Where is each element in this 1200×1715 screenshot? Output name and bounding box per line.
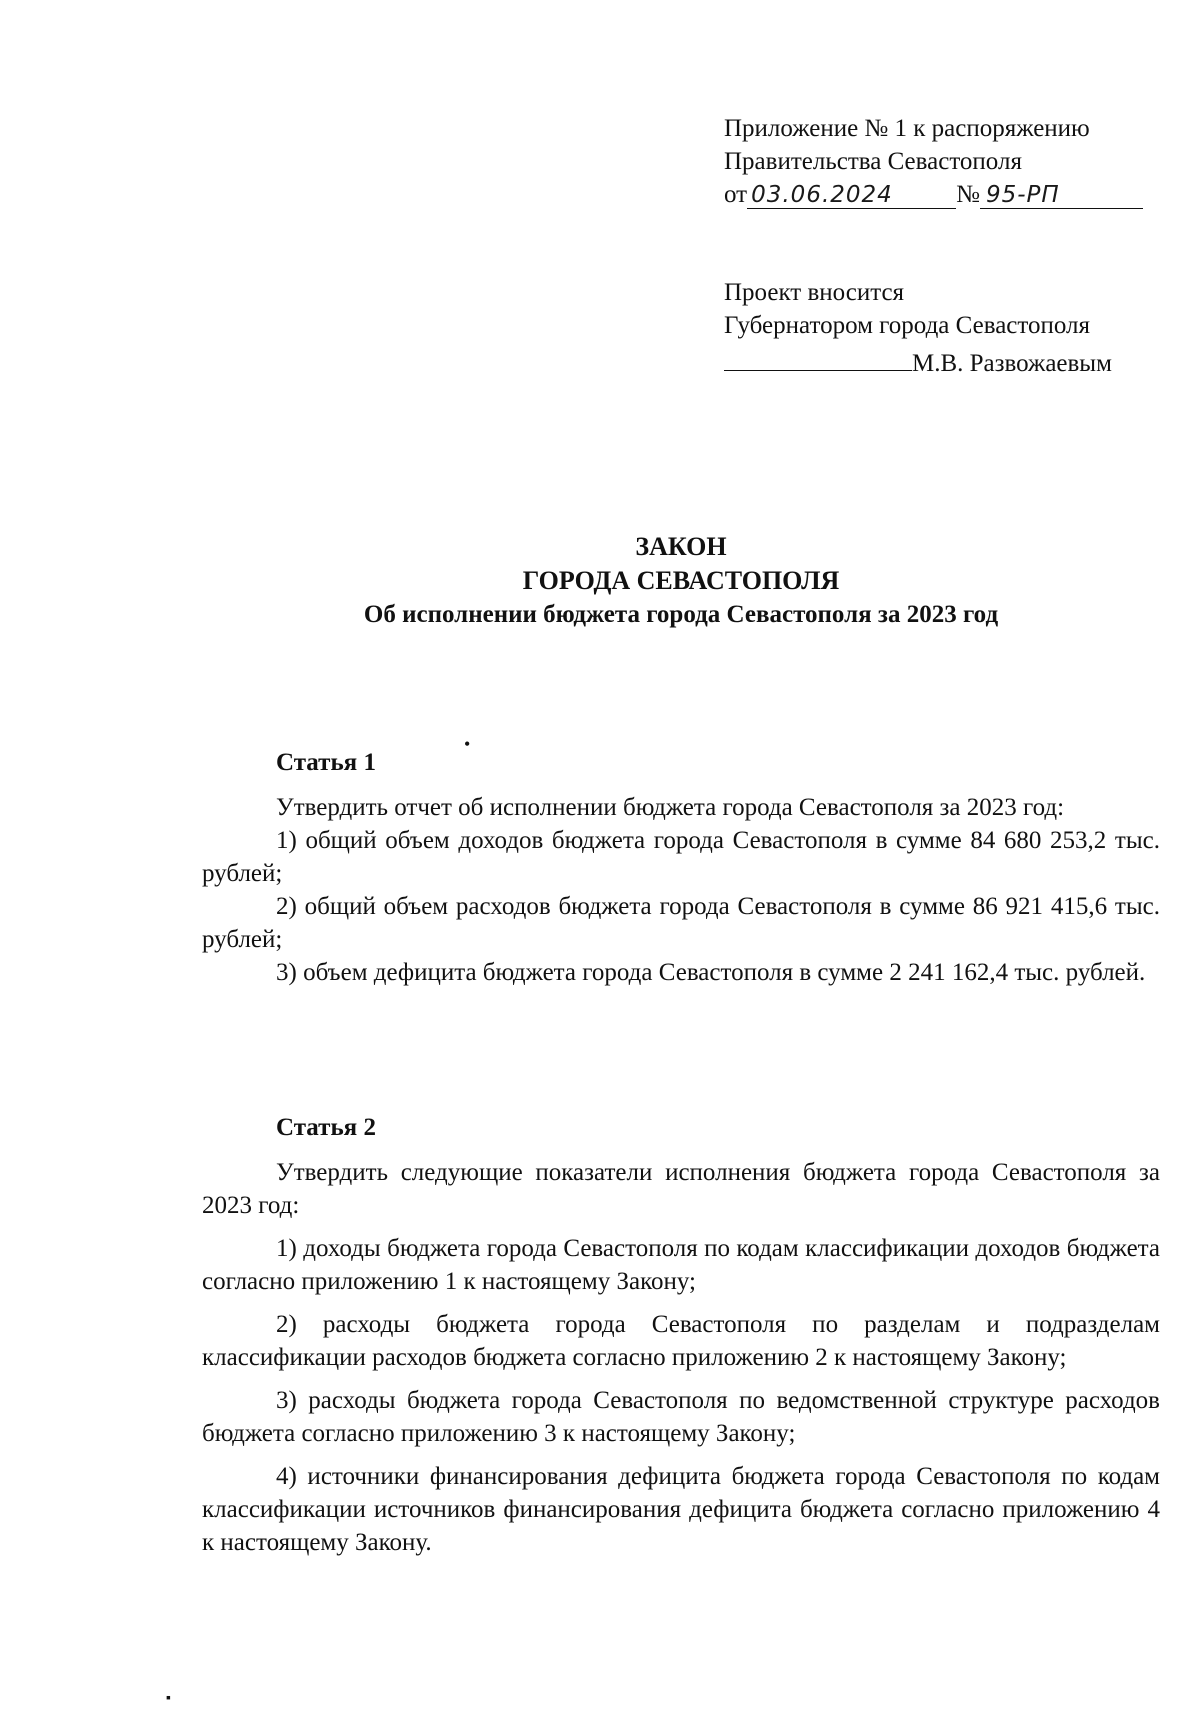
article-1-item-1: 1) общий объем доходов бюджета города Севастополя в сумме 84 680 253,2 тыс. рублей;	[202, 827, 1160, 887]
article-1	[202, 745, 1160, 989]
scan-speck: •	[464, 734, 471, 754]
law-title-line-3: Об исполнении бюджета города Севастополя за 2023 год	[363, 601, 999, 628]
appendix-line-2: Правительства Севастополя	[724, 148, 1022, 175]
signature-blank	[724, 342, 912, 371]
article-1-item-3: 3) объем дефицита бюджета города Севастополя в сумме 2 241 162,4 тыс. рублей.	[276, 959, 1146, 986]
signatory-name: М.В. Развожаевым	[912, 350, 1112, 377]
appendix-header	[724, 112, 1164, 211]
article-1-item-2: 2) общий объем расходов бюджета города Севастополя в сумме 86 921 415,6 тыс. рублей;	[202, 893, 1160, 953]
from-label: от	[724, 181, 748, 208]
handwritten-date: 03.06.2024	[751, 182, 893, 208]
article-2-item-3: 3) расходы бюджета города Севастополя по ведомственной структуре расходов бюджета согласно приложению 3 к настоящему Закону;	[202, 1387, 1160, 1447]
date-field	[747, 180, 956, 209]
article-2-item-4: 4) источники финансирования дефицита бюджета города Севастополя по кодам классификации источников финансирования дефицита бюджета согласно приложению 4 к настоящему Закону.	[202, 1463, 1160, 1556]
article-1-intro: Утвердить отчет об исполнении бюджета города Севастополя за 2023 год:	[276, 794, 1065, 821]
appendix-date-number-line	[724, 178, 1164, 211]
signature-line	[724, 342, 1194, 375]
law-title-line-1: ЗАКОН	[635, 532, 727, 561]
project-line-1: Проект вносится	[724, 279, 905, 306]
article-2-intro: Утвердить следующие показатели исполнения бюджета города Севастополя за 2023 год:	[202, 1159, 1160, 1219]
article-2	[202, 1110, 1160, 1559]
appendix-line-1: Приложение № 1 к распоряжению	[724, 115, 1090, 142]
project-submitter-block	[724, 276, 1194, 375]
law-title-line-2: ГОРОДА СЕВАСТОПОЛЯ	[522, 566, 840, 595]
article-2-heading: Статья 2	[276, 1114, 376, 1141]
scan-speck: ▪	[166, 1691, 171, 1706]
number-label: №	[956, 181, 980, 208]
article-2-item-2: 2) расходы бюджета города Севастополя по разделам и подразделам классификации расходов бюджета согласно приложению 2 к настоящему Закону;	[202, 1311, 1160, 1371]
law-title	[0, 530, 1200, 632]
handwritten-number: 95-РП	[985, 182, 1060, 208]
project-line-2: Губернатором города Севастополя	[724, 312, 1091, 339]
article-2-item-1: 1) доходы бюджета города Севастополя по кодам классификации доходов бюджета согласно приложению 1 к настоящему Закону;	[202, 1235, 1160, 1295]
number-field	[980, 180, 1143, 209]
article-1-heading: Статья 1	[276, 749, 376, 776]
